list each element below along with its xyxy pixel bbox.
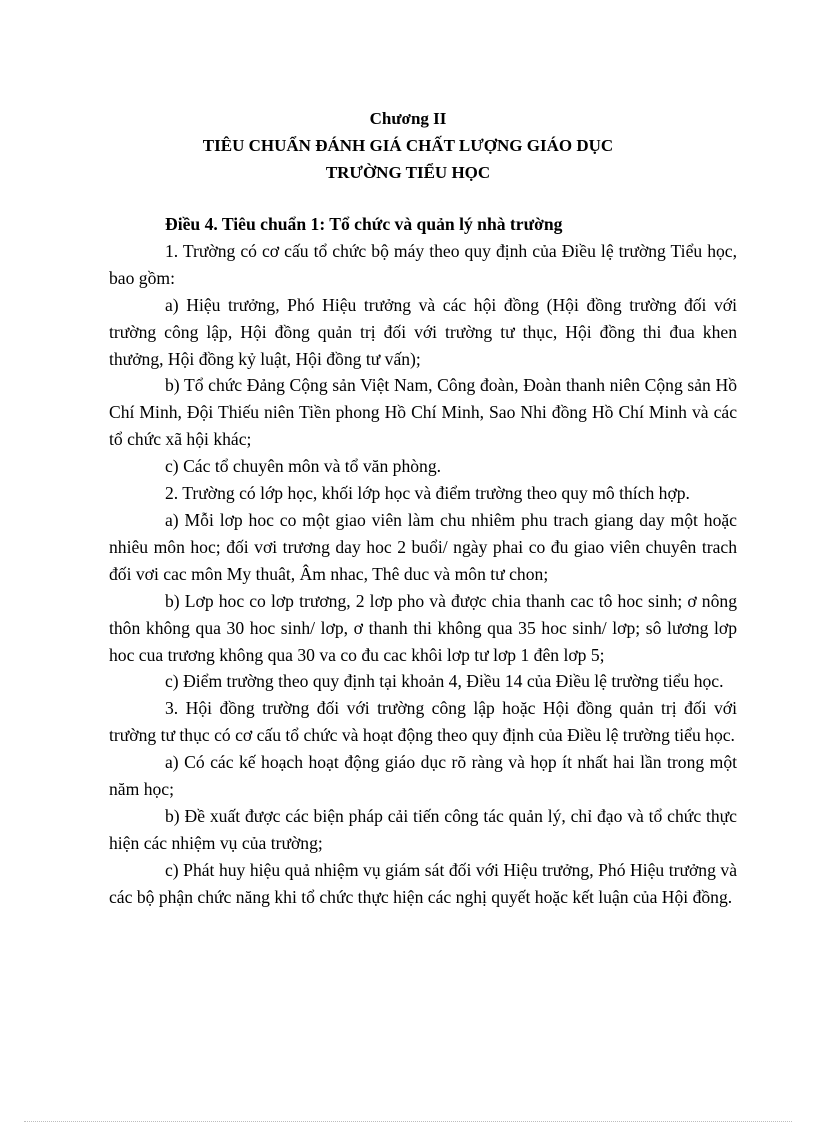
paragraph-1c: c) Các tổ chuyên môn và tổ văn phòng. <box>165 456 442 477</box>
chapter-heading: Chương II <box>369 109 447 128</box>
paragraph-3b: b) Đề xuất được các biện pháp cải tiến công tác quản lý, chỉ đạo và tổ chức thực hiện các nhiệm vụ của trường; <box>109 805 737 853</box>
paragraph-3: 3. Hội đồng trường đối với trường công lập hoặc Hội đồng quản trị đối với trường tư thục có cơ cấu tổ chức và hoạt động theo quy định của Điều lệ trường tiểu học. <box>109 698 737 746</box>
document-title-line-2: TRƯỜNG TIỂU HỌC <box>325 163 491 182</box>
page-bottom-divider <box>24 1121 792 1122</box>
paragraph-1a: a) Hiệu trưởng, Phó Hiệu trưởng và các hội đồng (Hội đồng trường đối với trường công lập, Hội đồng quản trị đối với trường tư thục, Hội đồng thi đua khen thưởng, Hội đồng kỷ luật, Hội đồng tư vấn); <box>109 294 737 369</box>
paragraph-2c: c) Điểm trường theo quy định tại khoản 4, Điều 14 của Điều lệ trường tiểu học. <box>165 671 724 692</box>
paragraph-1b: b) Tổ chức Đảng Cộng sản Việt Nam, Công đoàn, Đoàn thanh niên Cộng sản Hồ Chí Minh, Đội Thiếu niên Tiền phong Hồ Chí Minh, Sao Nhi đồng Hồ Chí Minh và các tổ chức xã hội khác; <box>109 375 737 450</box>
paragraph-1: 1. Trường có cơ cấu tổ chức bộ máy theo quy định của Điều lệ trường Tiểu học, bao gồm: <box>109 240 737 288</box>
paragraph-2b: b) Lơp hoc co lơp trương, 2 lơp pho và được chia thanh cac tô hoc sinh; ơ nông thôn không qua 30 hoc sinh/ lơp, ơ thanh thi không qua 35 hoc sinh/ lơp; sô lương lơp hoc cua trương không qua 30 va co đu cac khôi lơp tư lơp 1 đên lơp 5; <box>109 590 737 665</box>
paragraph-2: 2. Trường có lớp học, khối lớp học và điểm trường theo quy mô thích hợp. <box>165 483 690 504</box>
document-title-line-1: TIÊU CHUẨN ĐÁNH GIÁ CHẤT LƯỢNG GIÁO DỤC <box>202 136 614 155</box>
paragraph-2a: a) Mỗi lơp hoc co một giao viên làm chu nhiêm phu trach giang day một hoặc nhiêu môn hoc; đối vơi trương day hoc 2 buổi/ ngày phai co đu giao viên chuyên trach đối vơi cac môn My thuât, Âm nhac, Thê duc và môn tư chon; <box>109 509 737 584</box>
document-body <box>109 211 737 911</box>
article-title: Điều 4. Tiêu chuẩn 1: Tổ chức và quản lý nhà trường <box>165 214 563 234</box>
paragraph-3a: a) Có các kế hoạch hoạt động giáo dục rõ ràng và họp ít nhất hai lần trong một năm học; <box>109 752 737 800</box>
paragraph-3c: c) Phát huy hiệu quả nhiệm vụ giám sát đối với Hiệu trưởng, Phó Hiệu trưởng và các bộ phận chức năng khi tổ chức thực hiện các nghị quyết hoặc kết luận của Hội đồng. <box>109 859 737 907</box>
